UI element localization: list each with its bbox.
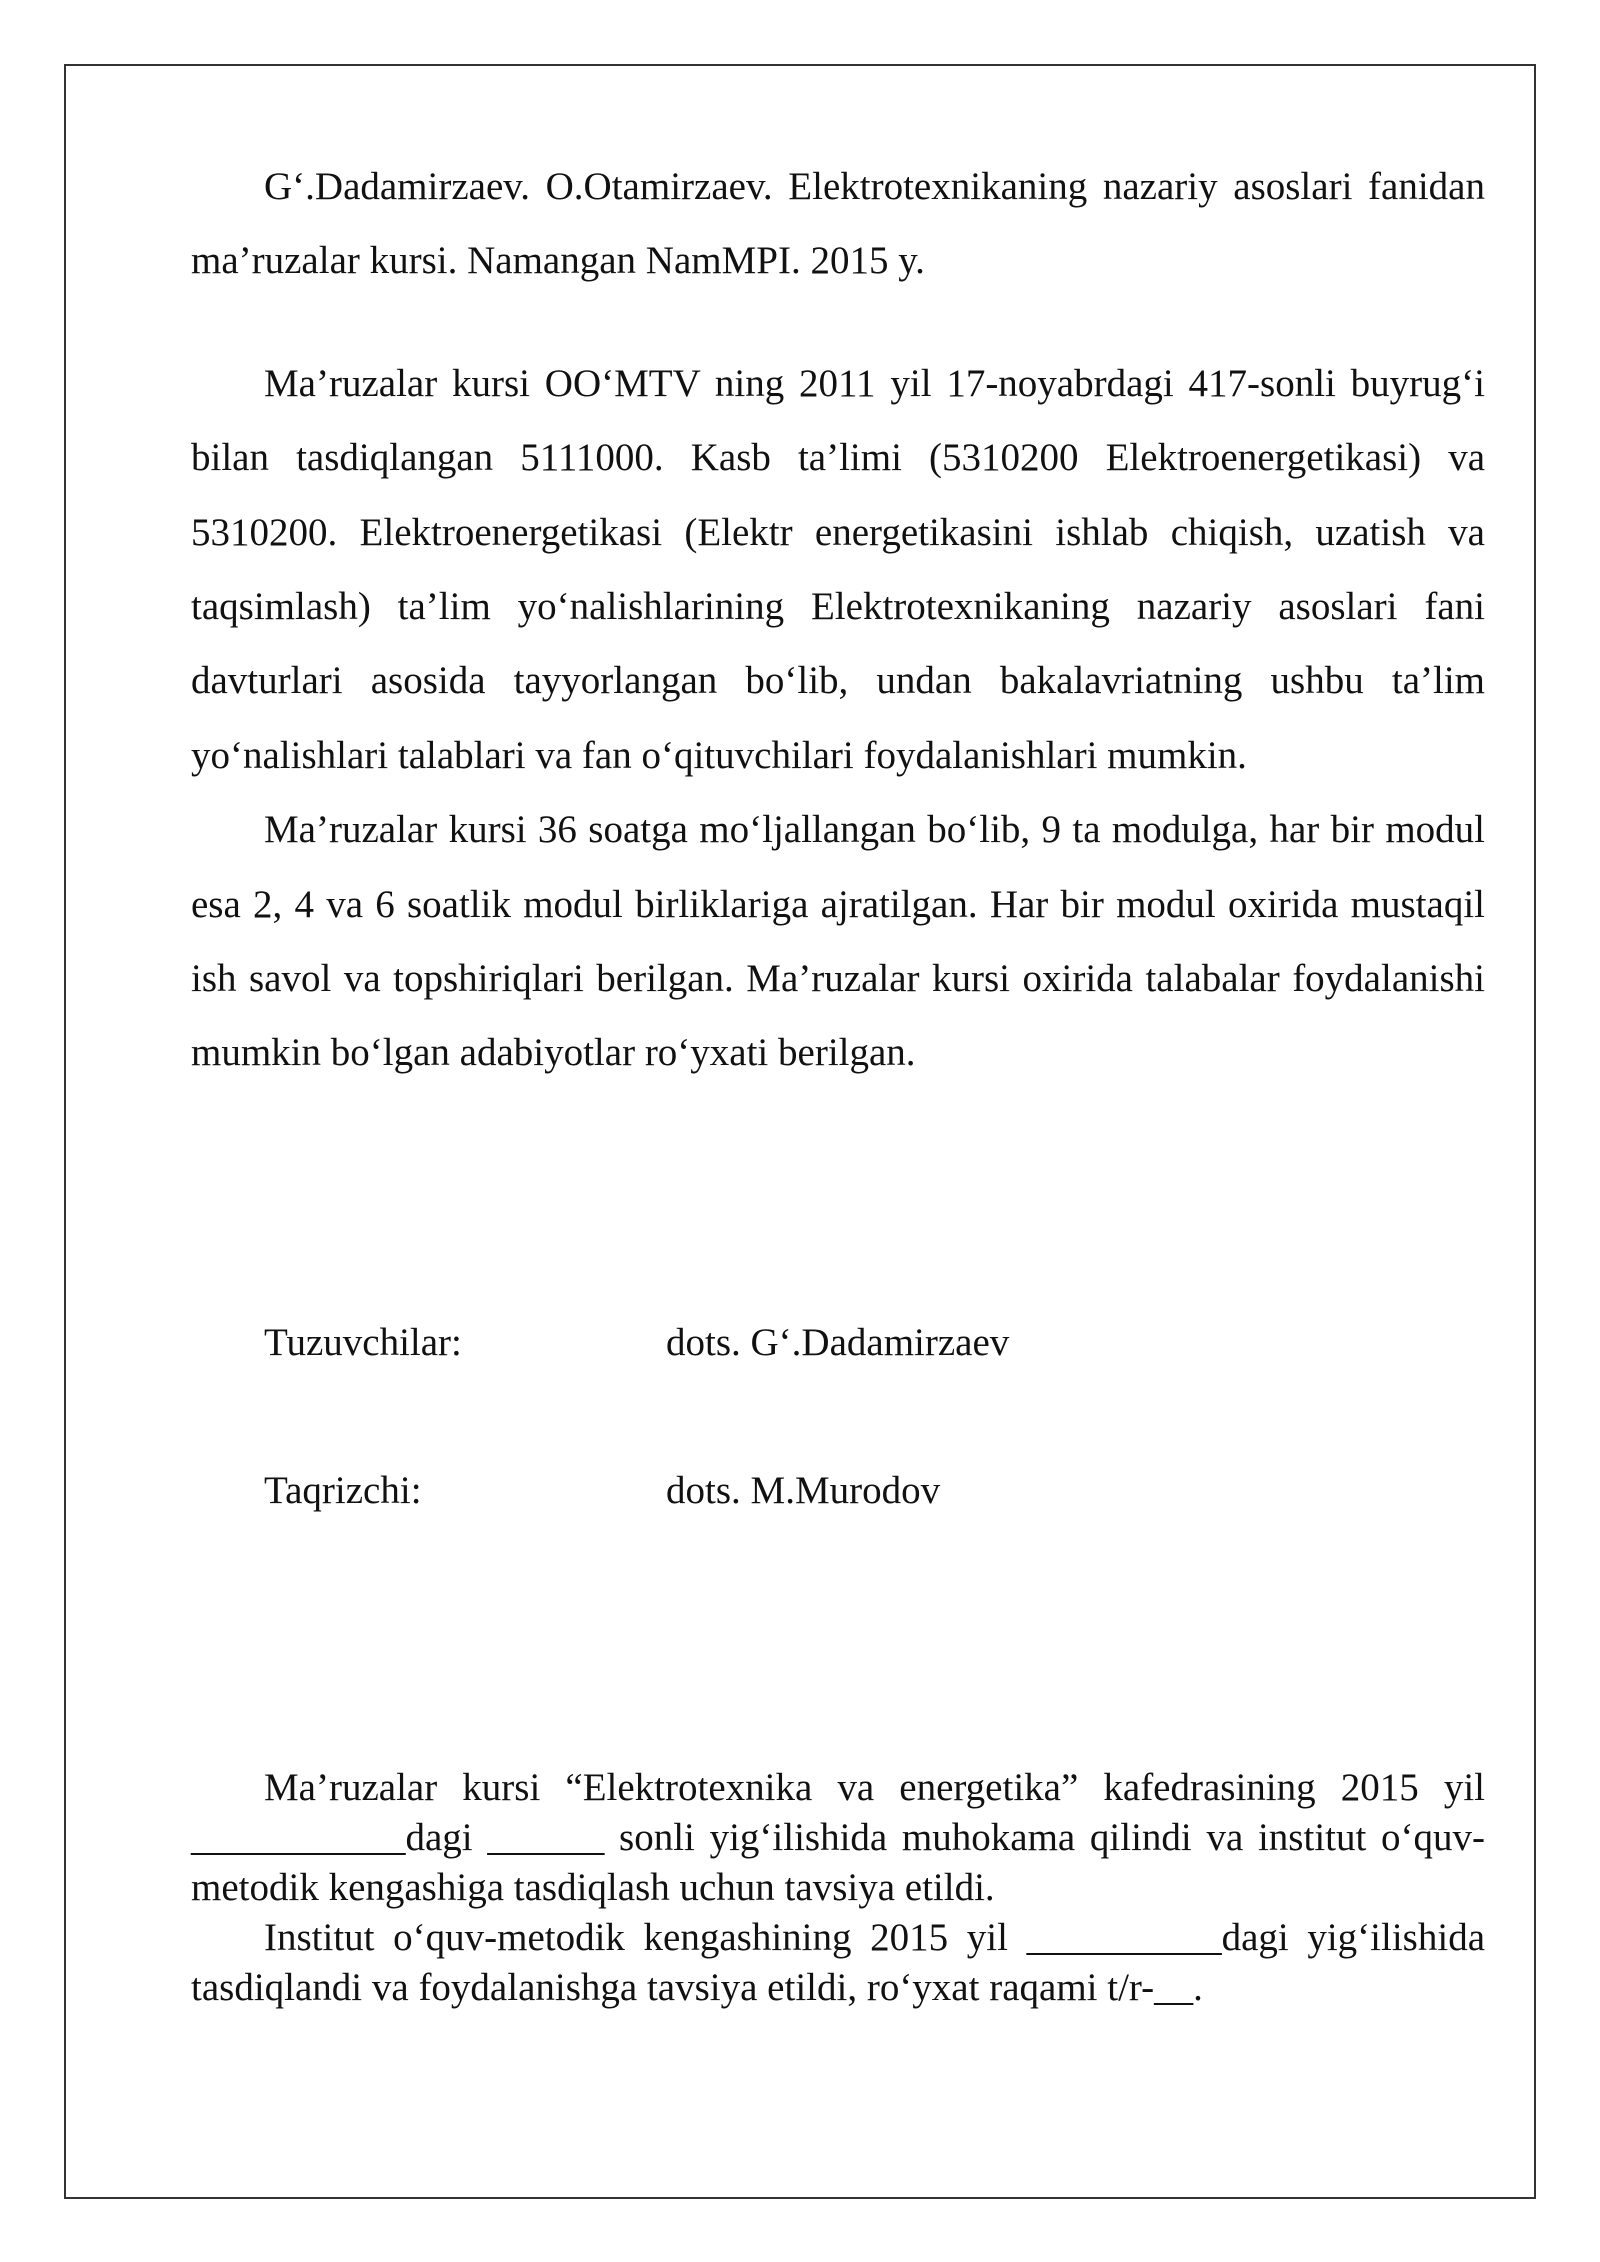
- reviewer-signature-line: [264, 1466, 940, 1516]
- compiler-name: dots. G‘.Dadamirzaev: [666, 1321, 1010, 1364]
- bibliographic-citation: G‘.Dadamirzaev. O.Otamirzaev. Elektrotexnikaning nazariy asoslari fanidan ma’ruzalar kursi. Namangan NamMPI. 2015 y.: [191, 165, 1485, 283]
- description-paragraph-2: Ma’ruzalar kursi 36 soatga mo‘ljallangan bo‘lib, 9 ta modulga, har bir modul esa 2, 4 va 6 soatlik modul birliklariga ajratilgan. Har bir modul oxirida mustaqil ish savol va topshiriqlari berilgan. Ma’ruzalar kursi oxirida talabalar foydalanishi mumkin bo‘lgan adabiyotlar ro‘yxati berilgan.: [191, 808, 1485, 1075]
- reviewer-name: dots. M.Murodov: [666, 1469, 941, 1512]
- reviewer-label: Taqrizchi:: [264, 1469, 422, 1512]
- council-approval-text: Institut o‘quv-metodik kengashining 2015 yil __________dagi yig‘ilishida tasdiqlandi va foydalanishga tavsiya etildi, ro‘yxat raqami t/r-__.: [191, 1916, 1485, 2009]
- department-approval-text: Ma’ruzalar kursi “Elektrotexnika va energetika” kafedrasining 2015 yil ___________dagi ______ sonli yig‘ilishida muhokama qilindi va institut o‘quv-metodik kengashiga tasdiqlash uchun tavsiya etildi.: [191, 1766, 1485, 1909]
- compiler-signature-line: [264, 1318, 1009, 1368]
- document-body: [191, 150, 1485, 1091]
- approval-block: [191, 1763, 1485, 2013]
- compiler-label: Tuzuvchilar:: [264, 1321, 462, 1364]
- description-paragraph-1: Ma’ruzalar kursi OO‘MTV ning 2011 yil 17-noyabrdagi 417-sonli buyrug‘i bilan tasdiqlangan 5111000. Kasb ta’limi (5310200 Elektroenergetikasi) va 5310200. Elektroenergetikasi (Elektr energetikasini ishlab chiqish, uzatish va taqsimlash) ta’lim yo‘nalishlarining Elektrotexnikaning nazariy asoslari fani davturlari asosida tayyorlangan bo‘lib, undan bakalavriatning ushbu ta’lim yo‘nalishlari talablari va fan o‘qituvchilari foydalanishlari mumkin.: [191, 361, 1485, 777]
